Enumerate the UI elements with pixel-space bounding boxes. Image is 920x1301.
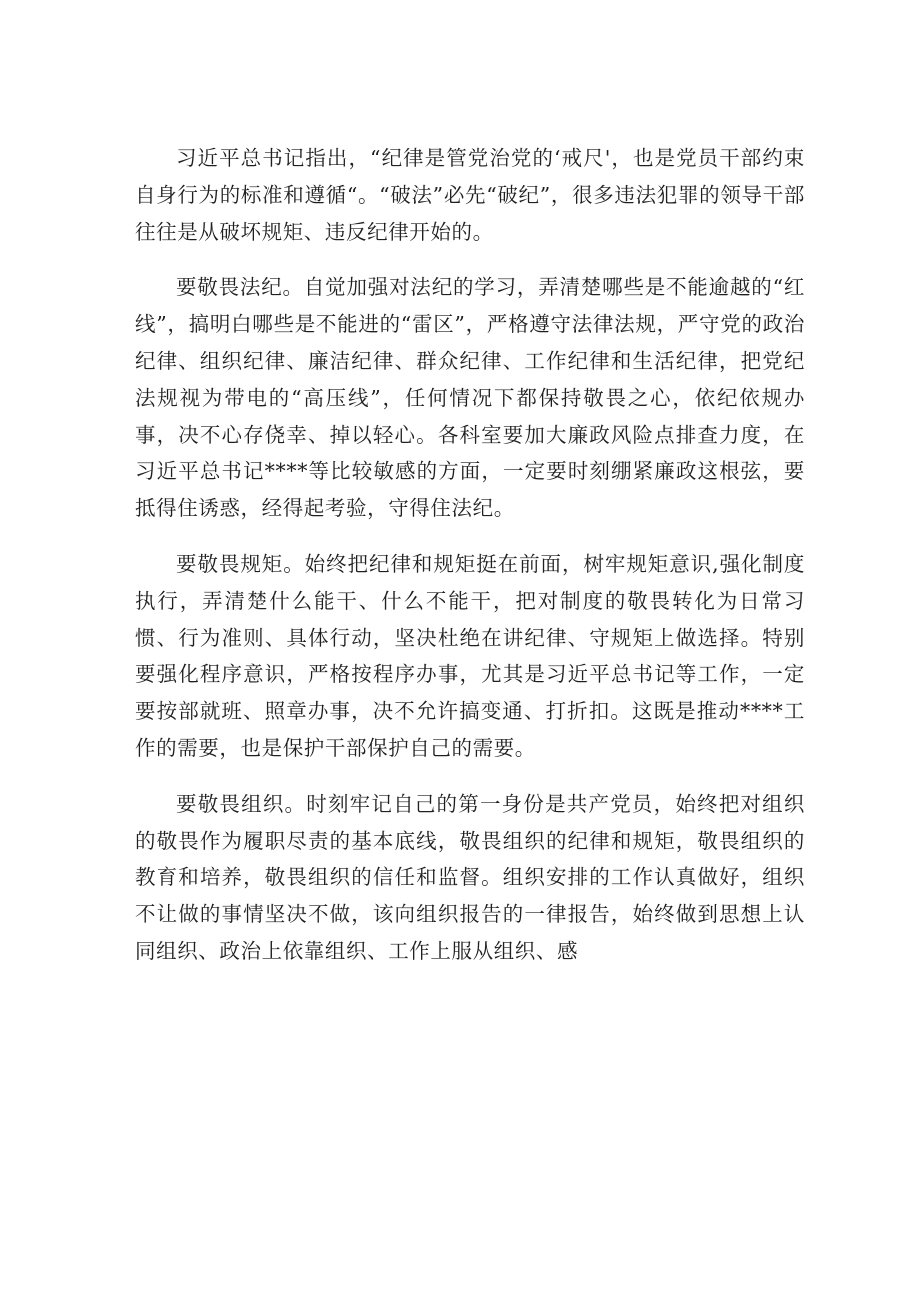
paragraph-revere-rules: 要敬畏规矩。始终把纪律和规矩挺在前面，树牢规矩意识,强化制度执行，弄清楚什么能干、什么不能干，把对制度的敬畏转化为日常习惯、行为准则、具体行动，坚决杜绝在讲纪律、守规矩上做选择。特别要强化程序意识，严格按程序办事，尤其是习近平总书记等工作，一定要按部就班、照章办事，决不允许搞变通、打折扣。这既是推动****工作的需要，也是保护干部保护自己的需要。 — [135, 551, 805, 760]
paragraph-revere-law: 要敬畏法纪。自觉加强对法纪的学习，弄清楚哪些是不能逾越的“红线”，搞明白哪些是不能进的“雷区”，严格遵守法律法规，严守党的政治纪律、组织纪律、廉洁纪律、群众纪律、工作纪律和生活纪律，把党纪法规视为带电的“高压线”，任何情况下都保持敬畏之心，依纪依规办事，决不心存侥幸、掉以轻心。各科室要加大廉政风险点排查力度，在习近平总书记****等比较敏感的方面，一定要时刻绷紧廉政这根弦，要抵得住诱惑，经得起考验，守得住法纪。 — [135, 275, 805, 521]
paragraph-intro: 习近平总书记指出，“纪律是管党治党的‘戒尺'，也是党员干部约束自身行为的标准和遵循“。“破法”必先“破纪”，很多违法犯罪的领导干部往往是从破坏规矩、违反纪律开始的。 — [135, 146, 805, 244]
document-body — [135, 140, 805, 989]
paragraph-revere-organization: 要敬畏组织。时刻牢记自己的第一身份是共产党员，始终把对组织的敬畏作为履职尽责的基本底线，敬畏组织的纪律和规矩，敬畏组织的教育和培养，敬畏组织的信任和监督。组织安排的工作认真做好，组织不让做的事情坚决不做，该向组织报告的一律报告，始终做到思想上认同组织、政治上依靠组织、工作上服从组织、感 — [135, 791, 805, 963]
